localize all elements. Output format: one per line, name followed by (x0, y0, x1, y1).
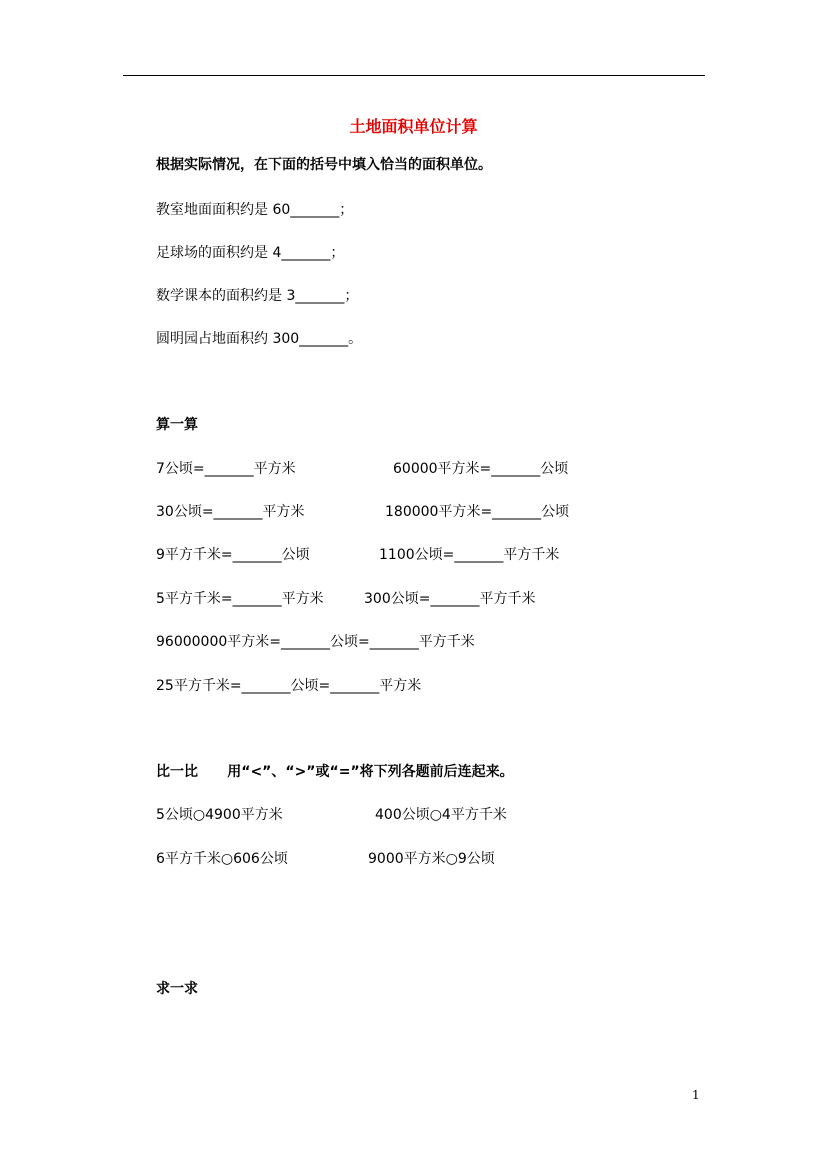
section1-instruction: 根据实际情况，在下面的括号中填入恰当的面积单位。 (156, 157, 492, 173)
calc-right: 60000平方米=_______公顷 (393, 461, 569, 477)
section2-heading: 算一算 (156, 417, 198, 433)
document-title: 土地面积单位计算 (349, 117, 478, 136)
calc-left: 9平方千米=_______公顷 (156, 547, 310, 563)
calc-long: 96000000平方米=_______公顷=_______平方千米 (156, 634, 475, 650)
calc-left: 30公顷=_______平方米 (156, 504, 305, 520)
header-rule (123, 75, 705, 76)
compare-left: 5公顷○4900平方米 (156, 807, 283, 823)
calc-long: 25平方千米=_______公顷=_______平方米 (156, 678, 422, 694)
compare-left: 6平方千米○606公顷 (156, 851, 288, 867)
calc-left: 7公顷=_______平方米 (156, 461, 296, 477)
section4-heading: 求一求 (156, 981, 198, 997)
fill-item: 圆明园占地面积约 300_______。 (156, 331, 363, 347)
calc-right: 180000平方米=_______公顷 (385, 504, 570, 520)
fill-item: 教室地面面积约是 60_______； (156, 202, 354, 218)
compare-right: 400公顷○4平方千米 (375, 807, 507, 823)
calc-right: 300公顷=_______平方千米 (364, 591, 536, 607)
calc-right: 1100公顷=_______平方千米 (379, 547, 560, 563)
fill-item: 足球场的面积约是 4_______； (156, 245, 345, 261)
section3-heading: 比一比 用“<”、“>”或“=”将下列各题前后连起来。 (156, 764, 514, 780)
page-number: 1 (692, 1088, 700, 1102)
compare-right: 9000平方米○9公顷 (368, 851, 495, 867)
calc-left: 5平方千米=_______平方米 (156, 591, 324, 607)
fill-item: 数学课本的面积约是 3_______； (156, 288, 359, 304)
